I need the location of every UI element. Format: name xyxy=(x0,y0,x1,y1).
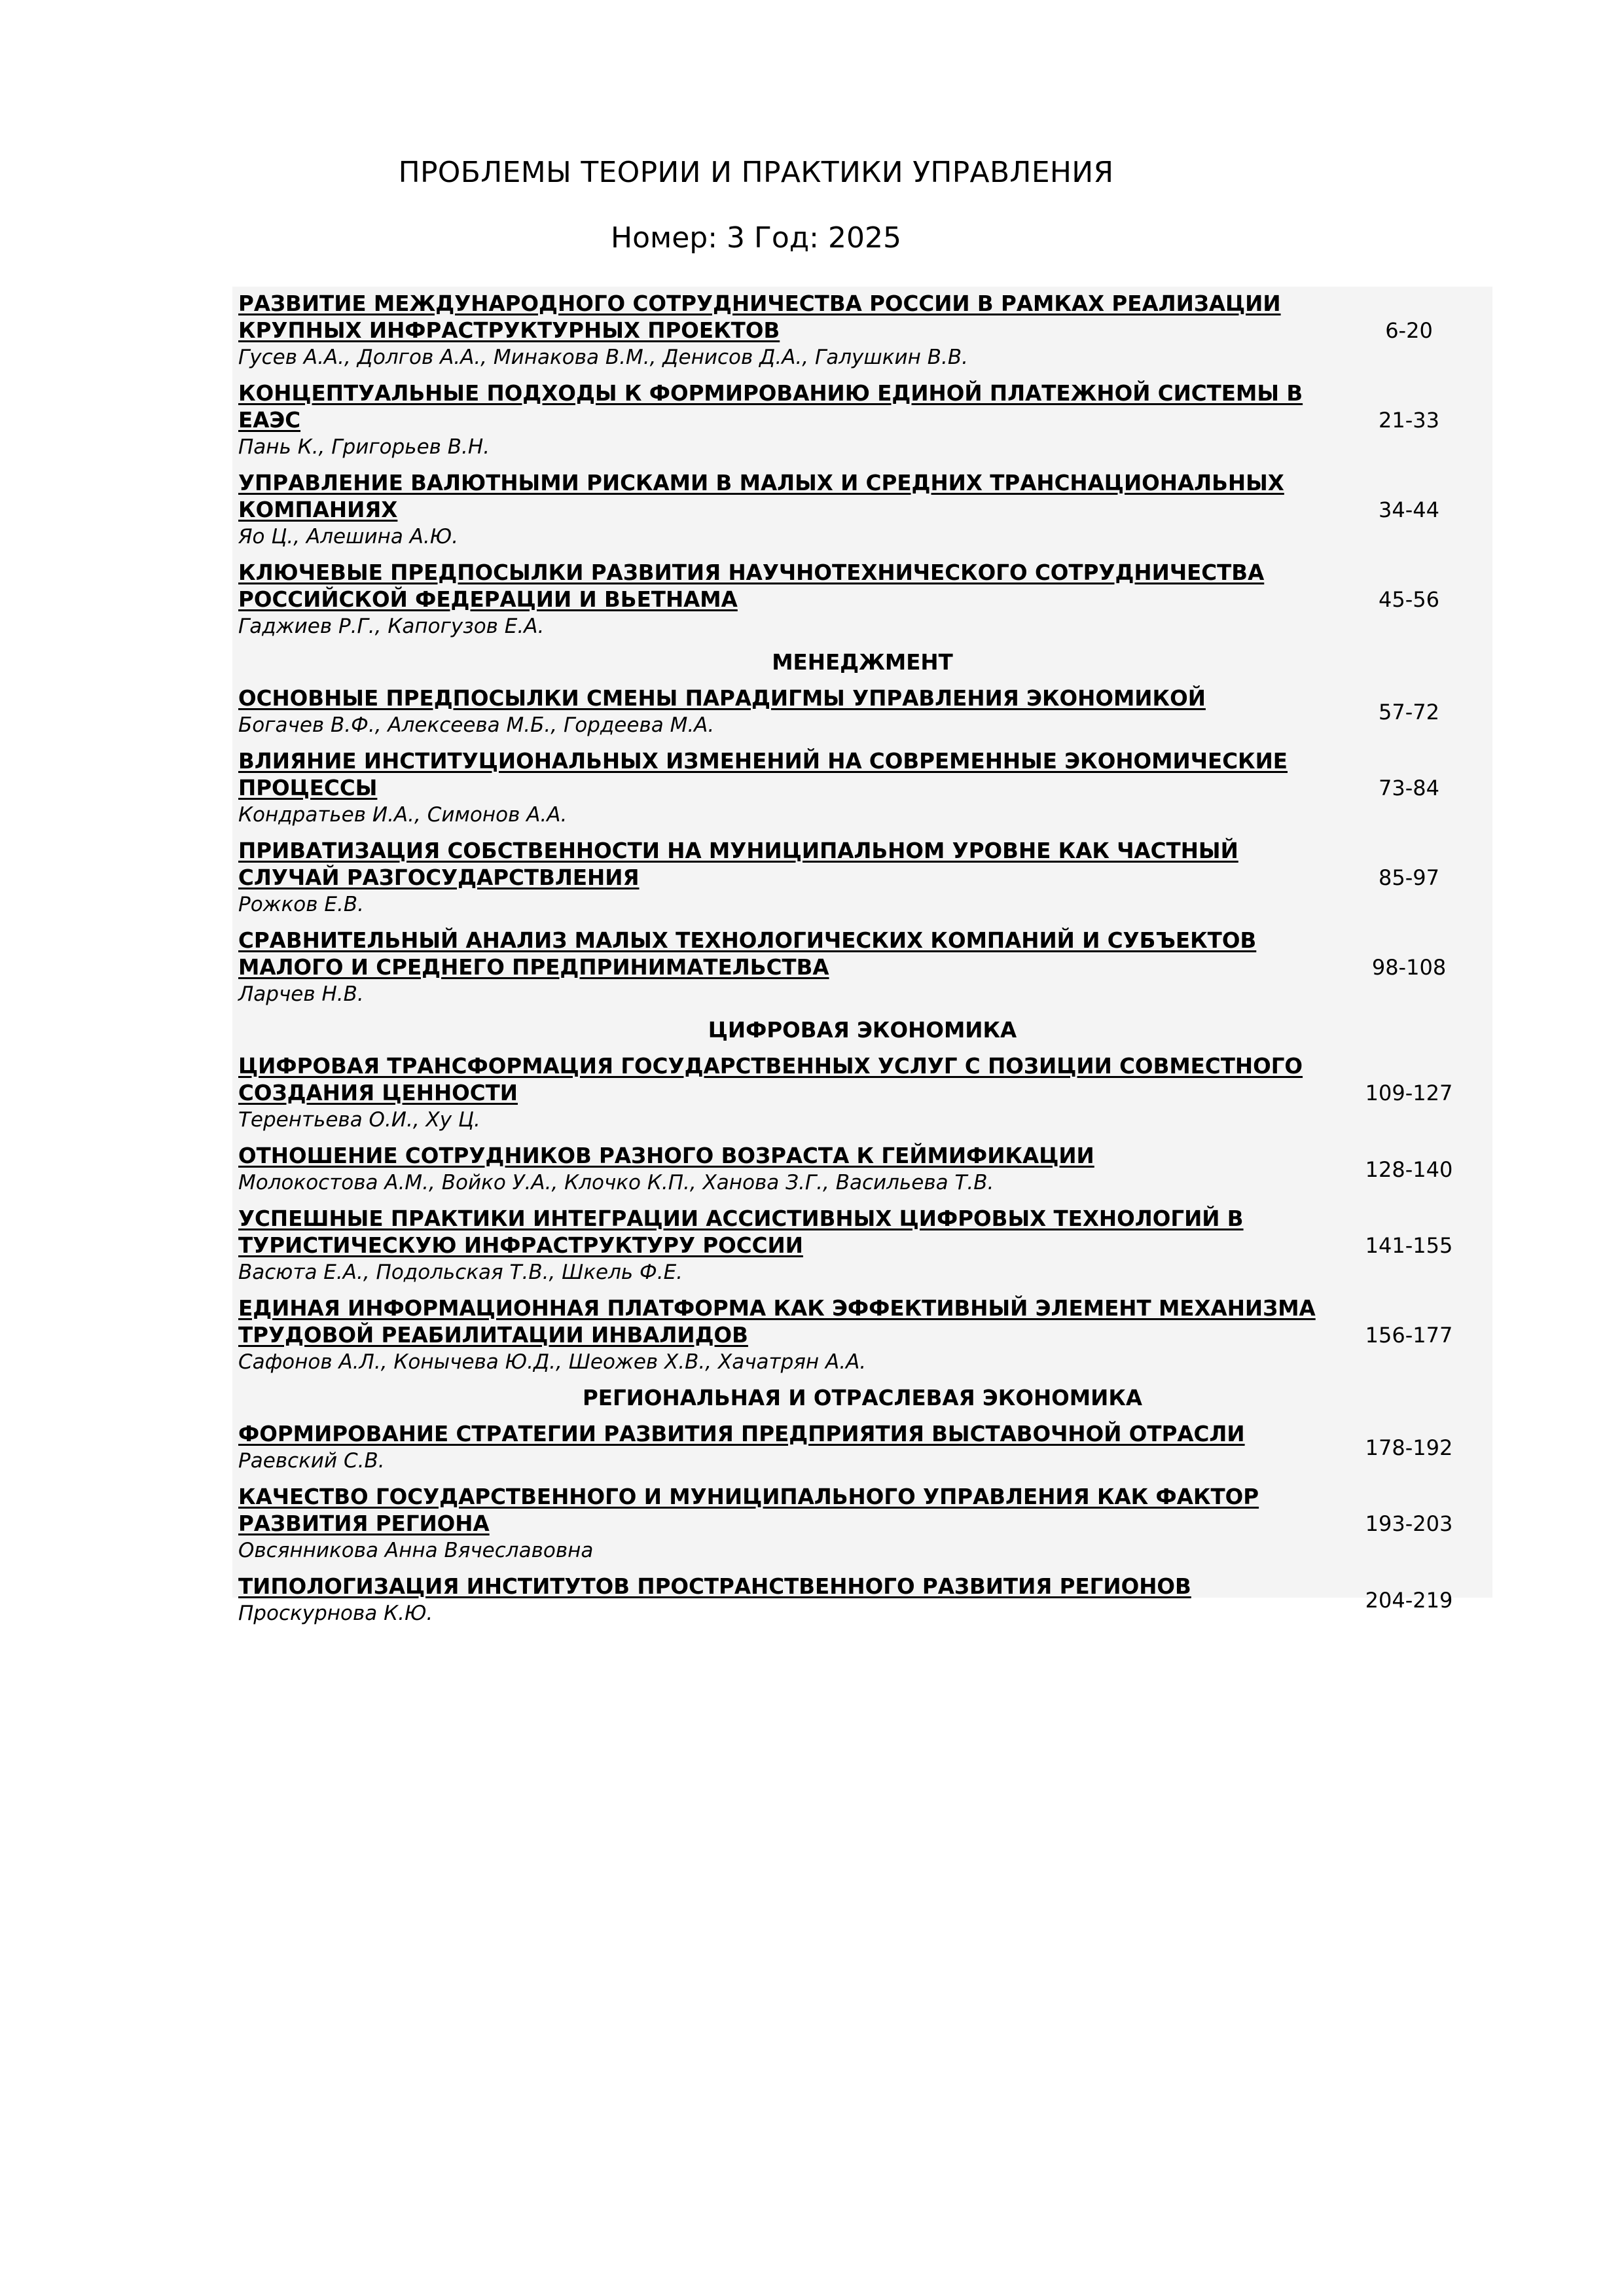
toc-entry xyxy=(232,1484,1492,1564)
article-authors: Овсянникова Анна Вячеславовна xyxy=(238,1539,594,1562)
article-pages: 34-44 xyxy=(1379,497,1439,522)
toc-entry xyxy=(232,291,1492,371)
toc-entry xyxy=(232,838,1492,918)
section-heading: РЕГИОНАЛЬНАЯ И ОТРАСЛЕВАЯ ЭКОНОМИКА xyxy=(582,1386,1143,1410)
article-authors: Гаджиев Р.Г., Капогузов Е.А. xyxy=(238,615,545,638)
entry-text xyxy=(232,1295,1326,1376)
article-title-link[interactable]: ОСНОВНЫЕ ПРЕДПОСЫЛКИ СМЕНЫ ПАРАДИГМЫ УПРАВЛЕНИЯ ЭКОНОМИКОЙ xyxy=(238,686,1206,711)
entry-text xyxy=(232,560,1326,640)
article-pages: 85-97 xyxy=(1379,865,1439,890)
article-pages: 141-155 xyxy=(1365,1233,1453,1258)
article-authors: Богачев В.Ф., Алексеева М.Б., Гордеева М.А. xyxy=(238,713,715,737)
article-authors: Сафонов А.Л., Конычева Ю.Д., Шеожев Х.В., Хачатрян А.А. xyxy=(238,1350,867,1374)
entry-text xyxy=(232,1143,1326,1196)
article-title-link[interactable]: ТИПОЛОГИЗАЦИЯ ИНСТИТУТОВ ПРОСТРАНСТВЕННОГО РАЗВИТИЯ РЕГИОНОВ xyxy=(238,1574,1191,1599)
article-title-link[interactable]: КЛЮЧЕВЫЕ ПРЕДПОСЫЛКИ РАЗВИТИЯ НАУЧНОТЕХНИЧЕСКОГО СОТРУДНИЧЕСТВА РОССИЙСКОЙ ФЕДЕРАЦИИ И ВЬЕТНАМА xyxy=(238,560,1265,612)
article-pages: 98-108 xyxy=(1371,955,1447,980)
article-authors: Раевский С.В. xyxy=(238,1449,385,1473)
toc-entry xyxy=(232,560,1492,640)
article-authors: Васюта Е.А., Подольская Т.В., Шкель Ф.Е. xyxy=(238,1261,683,1284)
article-pages: 57-72 xyxy=(1379,699,1439,725)
article-pages: 109-127 xyxy=(1365,1081,1453,1105)
article-title-link[interactable]: УПРАВЛЕНИЕ ВАЛЮТНЫМИ РИСКАМИ В МАЛЫХ И СРЕДНИХ ТРАНСНАЦИОНАЛЬНЫХ КОМПАНИЯХ xyxy=(238,471,1284,522)
toc-entry xyxy=(232,927,1492,1008)
article-authors: Рожков Е.В. xyxy=(238,893,364,916)
article-pages: 6-20 xyxy=(1385,318,1433,343)
article-pages: 21-33 xyxy=(1379,408,1439,433)
article-pages: 128-140 xyxy=(1365,1157,1453,1182)
toc-entry xyxy=(232,685,1492,739)
article-authors: Яо Ц., Алешина А.Ю. xyxy=(238,525,459,548)
entry-text xyxy=(232,1484,1326,1564)
toc-entry xyxy=(232,1053,1492,1134)
article-title-link[interactable]: СРАВНИТЕЛЬНЫЙ АНАЛИЗ МАЛЫХ ТЕХНОЛОГИЧЕСКИХ КОМПАНИЙ И СУБЪЕКТОВ МАЛОГО И СРЕДНЕГО ПРЕДПРИНИМАТЕЛЬСТВА xyxy=(238,928,1257,980)
section-heading: ЦИФРОВАЯ ЭКОНОМИКА xyxy=(708,1018,1017,1043)
entry-text xyxy=(232,380,1326,461)
article-title-link[interactable]: ПРИВАТИЗАЦИЯ СОБСТВЕННОСТИ НА МУНИЦИПАЛЬНОМ УРОВНЕ КАК ЧАСТНЫЙ СЛУЧАЙ РАЗГОСУДАРСТВЛЕНИЯ xyxy=(238,838,1238,890)
article-authors: Молокостова А.М., Войко У.А., Клочко К.П., Ханова З.Г., Васильева Т.В. xyxy=(238,1171,994,1194)
article-authors: Пань К., Григорьев В.Н. xyxy=(238,435,490,459)
article-pages: 156-177 xyxy=(1365,1323,1453,1348)
toc-entry xyxy=(232,1573,1492,1627)
article-authors: Терентьева О.И., Ху Ц. xyxy=(238,1108,480,1132)
toc-entry xyxy=(232,470,1492,550)
section-heading: МЕНЕДЖМЕНТ xyxy=(772,650,953,675)
entry-text xyxy=(232,291,1326,371)
toc-entry xyxy=(232,1421,1492,1475)
article-title-link[interactable]: РАЗВИТИЕ МЕЖДУНАРОДНОГО СОТРУДНИЧЕСТВА РОССИИ В РАМКАХ РЕАЛИЗАЦИИ КРУПНЫХ ИНФРАСТРУКТУРНЫХ ПРОЕКТОВ xyxy=(238,291,1281,343)
article-pages: 178-192 xyxy=(1365,1435,1453,1460)
entry-text xyxy=(232,838,1326,918)
toc-entry xyxy=(232,380,1492,461)
article-title-link[interactable]: КОНЦЕПТУАЛЬНЫЕ ПОДХОДЫ К ФОРМИРОВАНИЮ ЕДИНОЙ ПЛАТЕЖНОЙ СИСТЕМЫ В ЕАЭС xyxy=(238,381,1303,433)
article-authors: Кондратьев И.А., Симонов А.А. xyxy=(238,803,568,827)
article-title-link[interactable]: КАЧЕСТВО ГОСУДАРСТВЕННОГО И МУНИЦИПАЛЬНОГО УПРАВЛЕНИЯ КАК ФАКТОР РАЗВИТИЯ РЕГИОНА xyxy=(238,1484,1259,1536)
article-pages: 204-219 xyxy=(1365,1587,1453,1613)
article-authors: Ларчев Н.В. xyxy=(238,982,364,1006)
issue-number-year: Номер: 3 Год: 2025 xyxy=(611,221,901,255)
article-title-link[interactable]: ЦИФРОВАЯ ТРАНСФОРМАЦИЯ ГОСУДАРСТВЕННЫХ УСЛУГ С ПОЗИЦИИ СОВМЕСТНОГО СОЗДАНИЯ ЦЕННОСТИ xyxy=(238,1054,1303,1105)
entry-text xyxy=(232,927,1326,1008)
entry-text xyxy=(232,1573,1326,1627)
article-title-link[interactable]: ОТНОШЕНИЕ СОТРУДНИКОВ РАЗНОГО ВОЗРАСТА К ГЕЙМИФИКАЦИИ xyxy=(238,1143,1094,1168)
article-pages: 45-56 xyxy=(1379,587,1439,612)
table-of-contents xyxy=(232,287,1492,1625)
article-authors: Проскурнова К.Ю. xyxy=(238,1602,433,1625)
toc-entry xyxy=(232,1143,1492,1196)
article-pages: 73-84 xyxy=(1379,776,1439,800)
article-pages: 193-203 xyxy=(1365,1511,1453,1536)
entry-text xyxy=(232,1421,1326,1475)
entry-text xyxy=(232,685,1326,739)
entry-text xyxy=(232,1206,1326,1286)
entry-text xyxy=(232,470,1326,550)
journal-title: ПРОБЛЕМЫ ТЕОРИИ И ПРАКТИКИ УПРАВЛЕНИЯ xyxy=(398,156,1114,189)
entry-text xyxy=(232,748,1326,829)
entry-text xyxy=(232,1053,1326,1134)
article-title-link[interactable]: ВЛИЯНИЕ ИНСТИТУЦИОНАЛЬНЫХ ИЗМЕНЕНИЙ НА СОВРЕМЕННЫЕ ЭКОНОМИЧЕСКИЕ ПРОЦЕССЫ xyxy=(238,749,1288,800)
article-title-link[interactable]: ФОРМИРОВАНИЕ СТРАТЕГИИ РАЗВИТИЯ ПРЕДПРИЯТИЯ ВЫСТАВОЧНОЙ ОТРАСЛИ xyxy=(238,1422,1245,1446)
article-title-link[interactable]: УСПЕШНЫЕ ПРАКТИКИ ИНТЕГРАЦИИ АССИСТИВНЫХ ЦИФРОВЫХ ТЕХНОЛОГИЙ В ТУРИСТИЧЕСКУЮ ИНФРАСТРУКТУРУ РОССИИ xyxy=(238,1206,1244,1258)
toc-entry xyxy=(232,1295,1492,1376)
article-authors: Гусев А.А., Долгов А.А., Минакова В.М., Денисов Д.А., Галушкин В.В. xyxy=(238,346,969,369)
toc-entry xyxy=(232,748,1492,829)
toc-entry xyxy=(232,1206,1492,1286)
article-title-link[interactable]: ЕДИНАЯ ИНФОРМАЦИОННАЯ ПЛАТФОРМА КАК ЭФФЕКТИВНЫЙ ЭЛЕМЕНТ МЕХАНИЗМА ТРУДОВОЙ РЕАБИЛИТАЦИИ ИНВАЛИДОВ xyxy=(238,1296,1316,1348)
